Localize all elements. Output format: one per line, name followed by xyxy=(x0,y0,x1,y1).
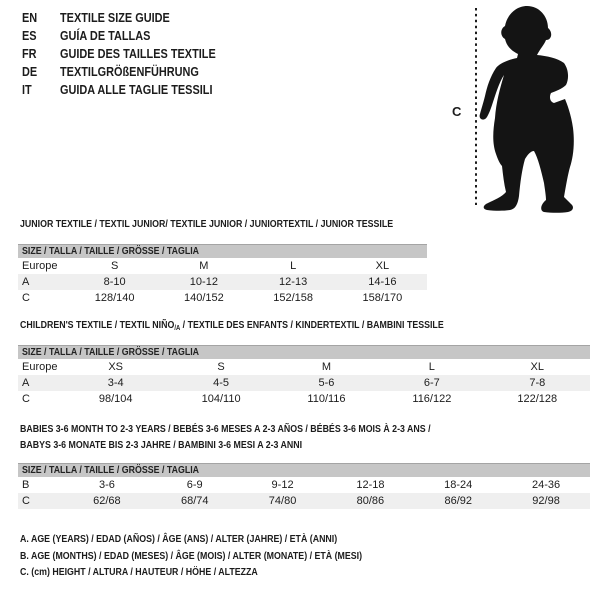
footnote-a-text: A. AGE (YEARS) / EDAD (AÑOS) / ÂGE (ANS) / ALTER (JAHRE) / ETÀ (ANNI) xyxy=(20,533,338,545)
table-cell: 128/140 xyxy=(94,292,135,304)
babies-title-line1: BABIES 3-6 MONTH TO 2-3 YEARS / BEBÉS 3-6 MESES A 2-3 AÑOS / BÉBÉS 3-6 MOIS À 2-3 ANS / xyxy=(20,423,431,435)
toddler-silhouette-path xyxy=(480,6,574,213)
table-cell: 3-6 xyxy=(98,479,115,491)
lang-label: TEXTILE SIZE GUIDE xyxy=(60,10,170,25)
table-cell: L xyxy=(290,260,297,272)
row-label: A xyxy=(18,274,70,290)
table-cell: 3-4 xyxy=(63,375,168,391)
lang-label: TEXTILGRÖßENFÜHRUNG xyxy=(60,64,199,79)
row-label: B xyxy=(22,479,30,491)
babies-size-table xyxy=(18,463,590,509)
row-label: A xyxy=(18,375,63,391)
table-cell: 92/98 xyxy=(502,493,590,509)
table-cell: 10-12 xyxy=(159,274,248,290)
babies-title-line2: BABYS 3-6 MONATE BIS 2-3 JAHRE / BAMBINI 3-6 MESI A 2-3 ANNI xyxy=(20,438,303,451)
title-subscript: /A xyxy=(174,325,181,332)
table-cell: 116/122 xyxy=(412,393,452,405)
lang-code: FR xyxy=(22,46,37,61)
junior-section-title xyxy=(20,217,464,233)
table-cell: 158/170 xyxy=(362,292,403,304)
babies-section-title xyxy=(20,422,509,453)
lang-code: ES xyxy=(22,28,37,43)
table-cell: 80/86 xyxy=(326,493,414,509)
table-cell: XL xyxy=(375,260,390,272)
footnotes xyxy=(20,531,427,581)
table-cell: 5-6 xyxy=(274,375,379,391)
table-cell: 12-13 xyxy=(249,274,338,290)
row-label: Europe xyxy=(22,260,58,272)
size-header-text: SIZE / TALLA / TAILLE / GRÖSSE / TAGLIA xyxy=(22,346,200,358)
lang-label: GUIDE DES TAILLES TEXTILE xyxy=(60,46,216,61)
table-cell: 62/68 xyxy=(63,493,151,509)
junior-table-header-bar xyxy=(18,244,427,258)
lang-code: EN xyxy=(22,10,38,25)
table-cell: 104/110 xyxy=(201,393,241,405)
junior-size-table xyxy=(18,244,427,306)
table-cell: 140/152 xyxy=(183,292,224,304)
row-label: Europe xyxy=(22,361,58,373)
table-cell: L xyxy=(428,361,435,373)
table-row xyxy=(18,274,427,290)
toddler-figure xyxy=(440,0,600,218)
table-cell: 24-36 xyxy=(532,479,561,491)
table-cell: 12-18 xyxy=(356,479,385,491)
footnote-a xyxy=(20,531,427,548)
table-cell: 9-12 xyxy=(271,479,294,491)
junior-section-title-text: JUNIOR TEXTILE / TEXTIL JUNIOR/ TEXTILE JUNIOR / JUNIORTEXTIL / JUNIOR TESSILE xyxy=(20,218,394,230)
children-table-header-bar xyxy=(18,345,590,359)
table-row xyxy=(18,391,590,407)
table-cell: S xyxy=(217,361,225,373)
table-row xyxy=(18,477,590,493)
table-cell: 74/80 xyxy=(239,493,327,509)
lang-label: GUÍA DE TALLAS xyxy=(60,28,151,43)
table-cell: 7-8 xyxy=(485,375,590,391)
footnote-c-text: C. (cm) HEIGHT / ALTURA / HAUTEUR / HÖHE / ALTEZZA xyxy=(20,566,258,578)
table-row xyxy=(18,375,590,391)
table-cell: XS xyxy=(108,361,124,373)
table-row xyxy=(18,290,427,306)
lang-label: GUIDA ALLE TAGLIE TESSILI xyxy=(60,82,213,97)
row-label: C xyxy=(22,393,30,405)
table-cell: 110/116 xyxy=(307,393,346,405)
table-cell: 68/74 xyxy=(151,493,239,509)
table-cell: M xyxy=(321,361,332,373)
footnote-b-text: B. AGE (MONTHS) / EDAD (MESES) / ÂGE (MOIS) / ALTER (MONATE) / ETÀ (MESI) xyxy=(20,549,363,562)
table-cell: 6-9 xyxy=(186,479,203,491)
footnote-b xyxy=(20,548,427,565)
size-header-text: SIZE / TALLA / TAILLE / GRÖSSE / TAGLIA xyxy=(22,464,200,476)
children-section-title xyxy=(20,318,524,337)
table-row xyxy=(18,493,590,509)
table-cell: 8-10 xyxy=(70,274,159,290)
toddler-silhouette-icon xyxy=(440,0,600,218)
row-label: C xyxy=(18,493,63,509)
children-size-table xyxy=(18,345,590,407)
title-prefix: CHILDREN'S TEXTILE / TEXTIL NIÑO xyxy=(20,319,175,331)
table-cell: S xyxy=(110,260,119,272)
size-header-text: SIZE / TALLA / TAILLE / GRÖSSE / TAGLIA xyxy=(22,245,200,257)
table-row xyxy=(18,258,427,274)
babies-table-header-bar xyxy=(18,463,590,477)
table-cell: 6-7 xyxy=(379,375,484,391)
figure-measure-label: C xyxy=(452,104,462,119)
table-cell: 98/104 xyxy=(98,393,133,405)
table-cell: 86/92 xyxy=(414,493,502,509)
table-cell: XL xyxy=(530,361,545,373)
table-cell: 152/158 xyxy=(273,292,313,304)
table-cell: 14-16 xyxy=(338,274,427,290)
table-cell: 122/128 xyxy=(517,393,558,405)
table-cell: 18-24 xyxy=(444,479,473,491)
table-cell: 4-5 xyxy=(168,375,273,391)
title-suffix: / TEXTILE DES ENFANTS / KINDERTEXTIL / BAMBINI TESSILE xyxy=(180,319,444,331)
lang-code: IT xyxy=(22,82,32,97)
table-row xyxy=(18,359,590,375)
footnote-c xyxy=(20,564,427,581)
lang-code: DE xyxy=(22,64,38,79)
table-cell: M xyxy=(199,260,209,272)
row-label: C xyxy=(22,292,30,304)
children-section-title-text xyxy=(20,318,444,337)
